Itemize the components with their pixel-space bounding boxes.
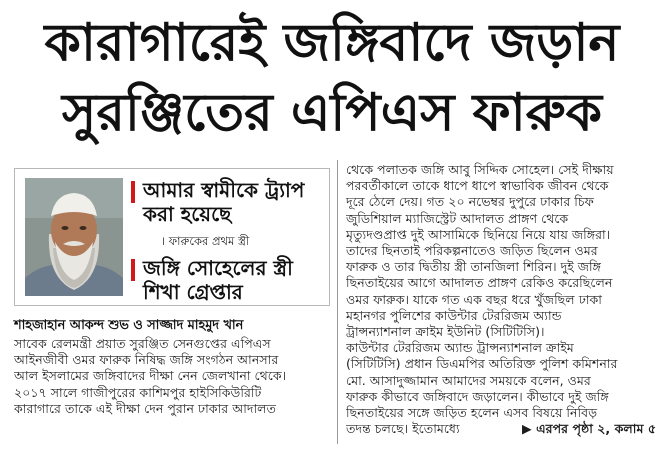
text-line: থেকে পলাতক জঙ্গি আবু সিদ্দিক সোহেল। সেই দীক্ষায় — [346, 162, 614, 177]
text-line: তাদের ছিনতাই পরিকল্পনাতেও জড়িত ছিলেন ওমর — [346, 243, 598, 259]
text-line: পরবর্তীকালে তাকে ধাপে ধাপে স্বাভাবিক জীবন থেকে — [346, 178, 609, 194]
portrait-photo — [25, 178, 123, 296]
headline-line-1: কারাগারেই জঙ্গিবাদে জড়ান — [44, 13, 620, 73]
byline: শাহজাহান আকন্দ শুভ ও সাজ্জাদ মাহমুদ খান — [14, 318, 244, 333]
text-line: ২০১৭ সালে গাজীপুরের কাশিমপুর হাইসিকিউরিটি — [14, 384, 262, 400]
headline-line-2: সুরঞ্জিতের এপিএস ফারুক — [62, 83, 602, 143]
text-line: (সিটিটিসি) প্রধান ডিএমপির অতিরিক্ত পুলিশ কমিশনার — [346, 356, 618, 372]
text-line: কারাগারে তাকে এই দীক্ষা দেন পুরান ঢাকার আদালত — [14, 400, 276, 416]
text-line: তদন্ত চলছে। ইতোমধ্যে — [346, 421, 460, 437]
quote-marker-2 — [131, 259, 135, 281]
quote-attribution: । ফারুকের প্রথম স্ত্রী — [161, 234, 250, 248]
text-line: কাউন্টার টেররিজম অ্যান্ড ট্রান্সন্যাশনাল ক্রাইম — [346, 340, 574, 356]
text-line: দূরে ঠেলে দেয়। গত ২০ নভেম্বর দুপুরে ঢাকার চিফ — [346, 194, 594, 210]
left-column-body — [14, 336, 330, 417]
quote-marker-1 — [131, 181, 135, 203]
text-line: ফারুক কীভাবে জঙ্গিবাদে জড়ালেন। কীভাবে দুই জঙ্গি — [346, 388, 609, 404]
text-line: সাবেক রেলমন্ত্রী প্রয়াত সুরঞ্জিত সেনগুপ্তের এপিএস — [14, 336, 271, 351]
right-column-body — [346, 162, 656, 437]
text-line: আল ইসলামের জঙ্গিবাদের দীক্ষা নেন জেলখানা থেকে। — [14, 368, 287, 384]
column-divider — [337, 160, 338, 444]
text-line: ছিনতাইয়ের আগে আদালত প্রাঙ্গণ রেকিও করেছিলেন — [346, 275, 613, 291]
text-line: মহানগর পুলিশের কাউন্টার টেররিজম অ্যান্ড — [346, 307, 562, 323]
last-line-row — [346, 421, 656, 437]
text-line: আইনজীবী ওমর ফারুক নিষিদ্ধ জঙ্গি সংগঠন আনসার — [14, 352, 279, 368]
text-line: ছিনতাইয়ের সঙ্গে জড়িত হলেন এসব বিষয়ে নিবিড় — [346, 405, 598, 421]
continuation-link[interactable]: ▶ এরপর পৃষ্ঠা ২, কলাম ৫ — [522, 421, 656, 437]
portrait-illustration — [25, 178, 123, 296]
text-line: মৃত্যুদণ্ডপ্রাপ্ত দুই আসামিকে ছিনিয়ে নিয়ে যায় জঙ্গিরা। — [346, 226, 611, 242]
text-line: জুডিশিয়াল ম্যাজিস্ট্রেট আদালত প্রাঙ্গণ থেকে — [346, 210, 569, 226]
sidebar-box: আমার স্বামীকে ট্র্যাপ করা হয়েছে । ফারুকের প্রথম স্ত্রী জঙ্গি সোহেলের স্ত্রী শিখা গ্রেপ্তার — [14, 168, 330, 306]
text-line: ওমর ফারুক। যাকে গত এক বছর ধরে খুঁজছিল ঢাকা — [346, 291, 602, 307]
text-line: ট্রান্সন্যাশনাল ক্রাইম ইউনিট (সিটিটিসি)। — [346, 324, 545, 340]
text-line: মো. আসাদুজ্জামান আমাদের সময়কে বলেন, ওমর — [346, 372, 591, 388]
text-line: ফারুক ও তার দ্বিতীয় স্ত্রী তানজিলা শিরিন। দুই জঙ্গি — [346, 259, 601, 275]
